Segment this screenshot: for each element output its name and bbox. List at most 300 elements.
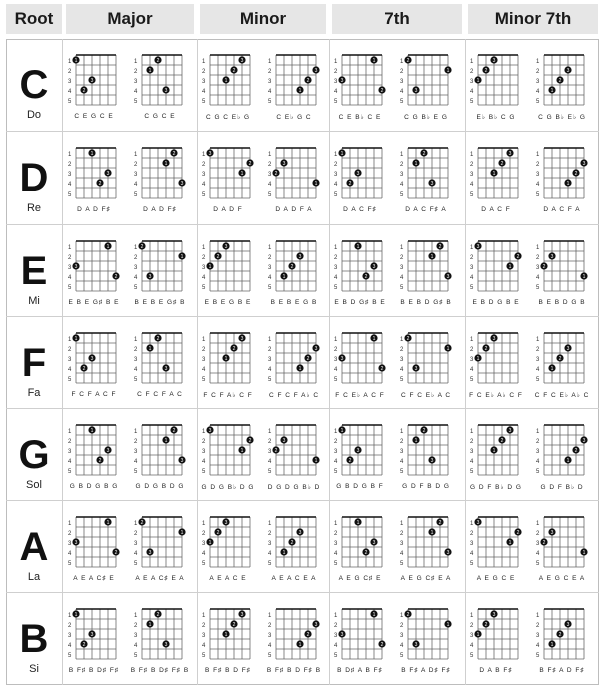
- finger-number: 3: [340, 632, 344, 638]
- fretboard-grid: [132, 233, 190, 297]
- fret-number: 5: [536, 377, 540, 383]
- finger-number: 2: [98, 458, 102, 464]
- finger-number: 1: [298, 88, 302, 94]
- chord-diagram: [266, 417, 324, 493]
- fret-number: 5: [134, 192, 138, 198]
- fret-number: 5: [268, 653, 272, 659]
- fret-number: 2: [536, 255, 540, 261]
- fret-number: 5: [470, 192, 474, 198]
- fret-number: 3: [400, 541, 404, 547]
- fret-number: 2: [536, 439, 540, 445]
- finger-number: 3: [314, 622, 318, 628]
- chord-diagram: [534, 325, 592, 401]
- finger-number: 1: [508, 264, 512, 270]
- finger-number: 1: [106, 244, 110, 250]
- chord-diagram: [132, 47, 190, 123]
- finger-number: 3: [566, 346, 570, 352]
- chord-diagram: [468, 417, 526, 493]
- finger-number: 2: [114, 550, 118, 556]
- fretboard-grid: [132, 325, 190, 389]
- finger-number: 1: [430, 254, 434, 260]
- fret-number: 2: [134, 439, 138, 445]
- fretboard-grid: [398, 601, 456, 665]
- fret-number: 2: [268, 439, 272, 445]
- chord-row: [6, 39, 599, 131]
- fret-number: 4: [334, 367, 338, 373]
- finger-number: 3: [356, 171, 360, 177]
- finger-number: 1: [476, 78, 480, 84]
- fret-number: 2: [134, 162, 138, 168]
- finger-number: 2: [140, 244, 144, 250]
- finger-number: 1: [492, 448, 496, 454]
- fret-number: 2: [134, 531, 138, 537]
- fret-number: 3: [536, 541, 540, 547]
- chord-notes: B F♯ B D F♯ B: [266, 667, 322, 674]
- chord-diagram: [132, 417, 190, 493]
- fret-number: 5: [334, 192, 338, 198]
- chord-notes: A E A C♯ E A: [135, 575, 185, 582]
- finger-number: 1: [414, 438, 418, 444]
- fret-number: 3: [268, 265, 272, 271]
- fret-number: 4: [536, 551, 540, 557]
- fret-number: 4: [470, 275, 474, 281]
- chord-diagram: [534, 47, 592, 123]
- finger-number: 2: [290, 264, 294, 270]
- fret-number: 3: [334, 449, 338, 455]
- fret-number: 5: [134, 653, 138, 659]
- chord-row: [6, 131, 599, 223]
- fret-number: 3: [134, 172, 138, 178]
- chord-diagram: [468, 140, 526, 216]
- finger-number: 1: [106, 520, 110, 526]
- fret-number: 5: [202, 469, 206, 475]
- fret-number: 2: [202, 69, 206, 75]
- finger-number: 1: [476, 356, 480, 362]
- fret-number: 5: [268, 285, 272, 291]
- chord-notes: B F♯ B D♯ F♯: [68, 667, 120, 674]
- chord-diagram: [332, 601, 390, 677]
- fret-number: 3: [470, 357, 474, 363]
- fretboard-grid: [200, 417, 258, 481]
- finger-number: 3: [446, 550, 450, 556]
- fret-number: 5: [470, 653, 474, 659]
- fret-number: 2: [202, 439, 206, 445]
- fretboard-grid: [534, 233, 592, 297]
- finger-number: 2: [232, 68, 236, 74]
- finger-number: 3: [180, 181, 184, 187]
- fret-number: 4: [400, 89, 404, 95]
- finger-number: 3: [582, 438, 586, 444]
- finger-number: 1: [208, 264, 212, 270]
- chord-notes: A E A C E A: [271, 575, 317, 582]
- fret-number: 2: [268, 623, 272, 629]
- finger-number: 1: [74, 58, 78, 64]
- fret-number: 4: [268, 551, 272, 557]
- fret-number: 3: [268, 172, 272, 178]
- chord-notes: G D F B♭ D: [540, 484, 584, 491]
- fret-number: 1: [536, 429, 540, 435]
- fret-number: 1: [470, 59, 474, 65]
- chord-diagram: [468, 47, 526, 123]
- chord-diagram: [398, 601, 456, 677]
- finger-number: 1: [446, 68, 450, 74]
- finger-number: 2: [406, 58, 410, 64]
- fretboard-grid: [468, 417, 526, 481]
- fret-number: 5: [536, 285, 540, 291]
- fret-number: 1: [400, 59, 404, 65]
- finger-number: 1: [508, 540, 512, 546]
- chord-row: [6, 408, 599, 500]
- chord-diagram: [468, 325, 526, 401]
- chord-diagram: [332, 233, 390, 309]
- chord-notes: F C E♭ A C F: [335, 392, 385, 399]
- fret-number: 4: [202, 275, 206, 281]
- finger-number: 3: [148, 274, 152, 280]
- fret-number: 2: [400, 255, 404, 261]
- chord-notes: D A B F♯: [479, 667, 513, 674]
- fretboard-grid: [266, 417, 324, 481]
- fret-number: 4: [470, 367, 474, 373]
- chord-notes: C G C E♭ G: [205, 114, 251, 121]
- finger-number: 2: [156, 336, 160, 342]
- fret-number: 4: [470, 182, 474, 188]
- fret-number: 3: [536, 265, 540, 271]
- chord-diagram: [332, 417, 390, 493]
- finger-number: 3: [74, 540, 78, 546]
- finger-number: 1: [224, 632, 228, 638]
- fret-number: 4: [268, 89, 272, 95]
- chord-notes: F C E♭ A♭ C F: [469, 392, 523, 399]
- fretboard-grid: [534, 601, 592, 665]
- fret-number: 2: [536, 162, 540, 168]
- finger-number: 1: [550, 88, 554, 94]
- finger-number: 3: [508, 151, 512, 157]
- fret-number: 5: [470, 377, 474, 383]
- fretboard-grid: [66, 325, 124, 389]
- chord-diagram: [66, 233, 124, 309]
- root-solfege-name: Fa: [27, 387, 41, 399]
- fret-number: 3: [268, 541, 272, 547]
- root-solfege-name: La: [27, 571, 41, 583]
- finger-number: 3: [106, 171, 110, 177]
- fret-number: 2: [134, 623, 138, 629]
- chord-notes: C G B♭ E G: [404, 114, 448, 121]
- fret-number: 1: [68, 245, 72, 251]
- chord-diagram: [468, 601, 526, 677]
- finger-number: 1: [446, 622, 450, 628]
- fret-number: 2: [470, 162, 474, 168]
- finger-number: 3: [414, 88, 418, 94]
- fret-number: 2: [400, 439, 404, 445]
- finger-number: 1: [314, 181, 318, 187]
- fret-number: 4: [400, 551, 404, 557]
- fretboard-grid: [468, 601, 526, 665]
- finger-number: 2: [248, 161, 252, 167]
- fret-number: 2: [202, 255, 206, 261]
- fret-number: 2: [470, 347, 474, 353]
- fret-number: 1: [334, 429, 338, 435]
- finger-number: 2: [542, 264, 546, 270]
- chord-notes: D A D F A: [275, 206, 313, 213]
- chord-diagram: [266, 47, 324, 123]
- finger-number: 3: [492, 336, 496, 342]
- chord-notes: E B D G B E: [472, 299, 520, 306]
- fret-number: 5: [134, 285, 138, 291]
- fret-number: 4: [536, 89, 540, 95]
- fret-number: 5: [68, 99, 72, 105]
- fret-number: 5: [202, 285, 206, 291]
- finger-number: 1: [476, 632, 480, 638]
- finger-number: 1: [446, 346, 450, 352]
- fretboard-grid: [398, 509, 456, 573]
- fret-number: 1: [268, 613, 272, 619]
- finger-number: 2: [156, 58, 160, 64]
- finger-number: 3: [224, 244, 228, 250]
- fret-number: 4: [268, 367, 272, 373]
- fret-number: 4: [134, 182, 138, 188]
- finger-number: 3: [492, 58, 496, 64]
- fret-number: 1: [68, 152, 72, 158]
- chord-diagram: [66, 601, 124, 677]
- fret-number: 1: [202, 59, 206, 65]
- finger-number: 2: [98, 181, 102, 187]
- chord-notes: C E B♭ C E: [338, 114, 382, 121]
- fretboard-grid: [200, 233, 258, 297]
- fret-number: 5: [400, 192, 404, 198]
- fret-number: 5: [134, 561, 138, 567]
- finger-number: 2: [172, 428, 176, 434]
- finger-number: 2: [82, 642, 86, 648]
- chord-diagram: [398, 325, 456, 401]
- chord-notes: G B D G B F: [336, 483, 384, 490]
- fret-number: 1: [268, 245, 272, 251]
- finger-number: 3: [298, 254, 302, 260]
- finger-number: 1: [148, 346, 152, 352]
- fret-number: 4: [68, 182, 72, 188]
- chord-diagram: [534, 509, 592, 585]
- chord-notes: B D♯ A B F♯: [337, 667, 383, 674]
- fret-number: 2: [68, 255, 72, 261]
- fret-number: 4: [134, 551, 138, 557]
- finger-number: 3: [340, 78, 344, 84]
- fretboard-grid: [200, 325, 258, 389]
- fretboard-grid: [398, 47, 456, 111]
- chord-notes: B E B D G♯ B: [400, 299, 452, 306]
- fret-number: 1: [268, 521, 272, 527]
- fret-number: 3: [202, 541, 206, 547]
- fret-number: 1: [536, 245, 540, 251]
- chord-notes: C E♭ G C: [276, 114, 312, 121]
- root-solfege-name: Do: [26, 109, 42, 121]
- finger-number: 1: [164, 161, 168, 167]
- fret-number: 5: [268, 99, 272, 105]
- chord-diagram: [266, 509, 324, 585]
- fret-number: 3: [334, 541, 338, 547]
- finger-number: 3: [90, 632, 94, 638]
- chord-diagram: [398, 140, 456, 216]
- fret-number: 4: [334, 275, 338, 281]
- fret-number: 3: [68, 541, 72, 547]
- fret-number: 2: [68, 439, 72, 445]
- fret-number: 1: [68, 337, 72, 343]
- fret-number: 4: [536, 459, 540, 465]
- fret-number: 2: [470, 439, 474, 445]
- chord-notes: C E G C E: [74, 113, 114, 120]
- fretboard-grid: [132, 509, 190, 573]
- finger-number: 1: [582, 274, 586, 280]
- chord-notes: F C F A C F: [71, 391, 117, 398]
- chord-notes: A E G C♯ E: [338, 575, 382, 582]
- fret-number: 3: [202, 79, 206, 85]
- finger-number: 3: [164, 88, 168, 94]
- header-root: Root: [6, 4, 62, 34]
- fret-number: 5: [334, 561, 338, 567]
- fret-number: 3: [536, 633, 540, 639]
- finger-number: 1: [298, 642, 302, 648]
- fret-number: 3: [268, 449, 272, 455]
- fret-number: 2: [400, 69, 404, 75]
- fret-number: 2: [470, 255, 474, 261]
- finger-number: 1: [208, 540, 212, 546]
- chord-notes: D A C F A: [543, 206, 581, 213]
- fret-number: 5: [334, 653, 338, 659]
- fret-number: 3: [400, 449, 404, 455]
- fret-number: 2: [134, 255, 138, 261]
- finger-number: 1: [74, 336, 78, 342]
- fret-number: 5: [134, 99, 138, 105]
- finger-number: 3: [340, 356, 344, 362]
- fret-number: 1: [470, 429, 474, 435]
- fretboard-grid: [132, 417, 190, 481]
- chord-notes: D A D F♯: [77, 206, 111, 213]
- fret-number: 1: [134, 521, 138, 527]
- chord-diagram: [332, 47, 390, 123]
- fret-number: 4: [268, 275, 272, 281]
- fret-number: 3: [268, 357, 272, 363]
- fret-number: 3: [470, 265, 474, 271]
- fret-number: 1: [536, 613, 540, 619]
- fret-number: 4: [536, 367, 540, 373]
- fret-number: 5: [536, 653, 540, 659]
- finger-number: 2: [438, 520, 442, 526]
- chord-notes: A E G C E A: [538, 575, 586, 582]
- fret-number: 1: [68, 59, 72, 65]
- fret-number: 1: [536, 152, 540, 158]
- fret-number: 2: [334, 623, 338, 629]
- fret-number: 5: [400, 377, 404, 383]
- chord-notes: D A C F: [481, 206, 511, 213]
- finger-number: 3: [372, 264, 376, 270]
- fret-number: 4: [470, 551, 474, 557]
- fret-number: 4: [400, 275, 404, 281]
- fret-number: 4: [68, 89, 72, 95]
- fret-number: 1: [134, 613, 138, 619]
- fretboard-grid: [66, 233, 124, 297]
- finger-number: 3: [148, 550, 152, 556]
- finger-number: 1: [282, 550, 286, 556]
- finger-number: 2: [422, 151, 426, 157]
- fretboard-grid: [332, 417, 390, 481]
- fret-number: 1: [470, 521, 474, 527]
- fret-number: 5: [134, 469, 138, 475]
- fret-number: 2: [134, 347, 138, 353]
- fret-number: 5: [470, 285, 474, 291]
- fret-number: 3: [68, 449, 72, 455]
- fret-number: 2: [400, 162, 404, 168]
- fretboard-grid: [332, 233, 390, 297]
- finger-number: 3: [414, 366, 418, 372]
- finger-number: 1: [74, 612, 78, 618]
- fretboard-grid: [66, 47, 124, 111]
- fret-number: 1: [134, 152, 138, 158]
- finger-number: 3: [164, 642, 168, 648]
- fret-number: 1: [470, 613, 474, 619]
- finger-number: 1: [90, 151, 94, 157]
- finger-number: 2: [274, 171, 278, 177]
- fretboard-grid: [468, 325, 526, 389]
- fret-number: 3: [334, 79, 338, 85]
- finger-number: 1: [180, 530, 184, 536]
- fret-number: 4: [536, 275, 540, 281]
- finger-number: 1: [298, 366, 302, 372]
- fretboard-grid: [468, 47, 526, 111]
- fret-number: 1: [268, 429, 272, 435]
- fret-number: 5: [268, 561, 272, 567]
- chord-notes: B F♯ A D F♯: [539, 667, 585, 674]
- fretboard-grid: [200, 509, 258, 573]
- finger-number: 1: [550, 642, 554, 648]
- fretboard-grid: [266, 233, 324, 297]
- fret-number: 5: [68, 377, 72, 383]
- finger-number: 2: [380, 642, 384, 648]
- fretboard-grid: [398, 140, 456, 204]
- finger-number: 2: [380, 88, 384, 94]
- fretboard-grid: [266, 47, 324, 111]
- finger-number: 1: [356, 244, 360, 250]
- chord-notes: D A D F: [213, 206, 243, 213]
- fret-number: 3: [536, 357, 540, 363]
- fret-number: 4: [202, 459, 206, 465]
- fret-number: 4: [134, 89, 138, 95]
- fret-number: 1: [134, 59, 138, 65]
- chord-diagram: [332, 325, 390, 401]
- fret-number: 1: [400, 613, 404, 619]
- fret-number: 2: [334, 255, 338, 261]
- chord-notes: B E B D G B: [538, 299, 586, 306]
- fret-number: 3: [68, 633, 72, 639]
- finger-number: 3: [240, 58, 244, 64]
- fret-number: 5: [202, 377, 206, 383]
- chord-diagram: [200, 509, 258, 585]
- fret-number: 3: [68, 172, 72, 178]
- finger-number: 1: [240, 448, 244, 454]
- finger-number: 2: [574, 171, 578, 177]
- fretboard-grid: [132, 47, 190, 111]
- fret-number: 5: [68, 192, 72, 198]
- fret-number: 2: [268, 69, 272, 75]
- chord-diagram: [132, 233, 190, 309]
- finger-number: 3: [566, 68, 570, 74]
- fret-number: 4: [470, 459, 474, 465]
- fret-number: 2: [202, 623, 206, 629]
- finger-number: 1: [582, 550, 586, 556]
- fret-number: 3: [134, 265, 138, 271]
- fret-number: 2: [536, 69, 540, 75]
- chord-row: [6, 224, 599, 316]
- fret-number: 4: [202, 551, 206, 557]
- chord-diagram: [200, 47, 258, 123]
- fret-number: 1: [268, 337, 272, 343]
